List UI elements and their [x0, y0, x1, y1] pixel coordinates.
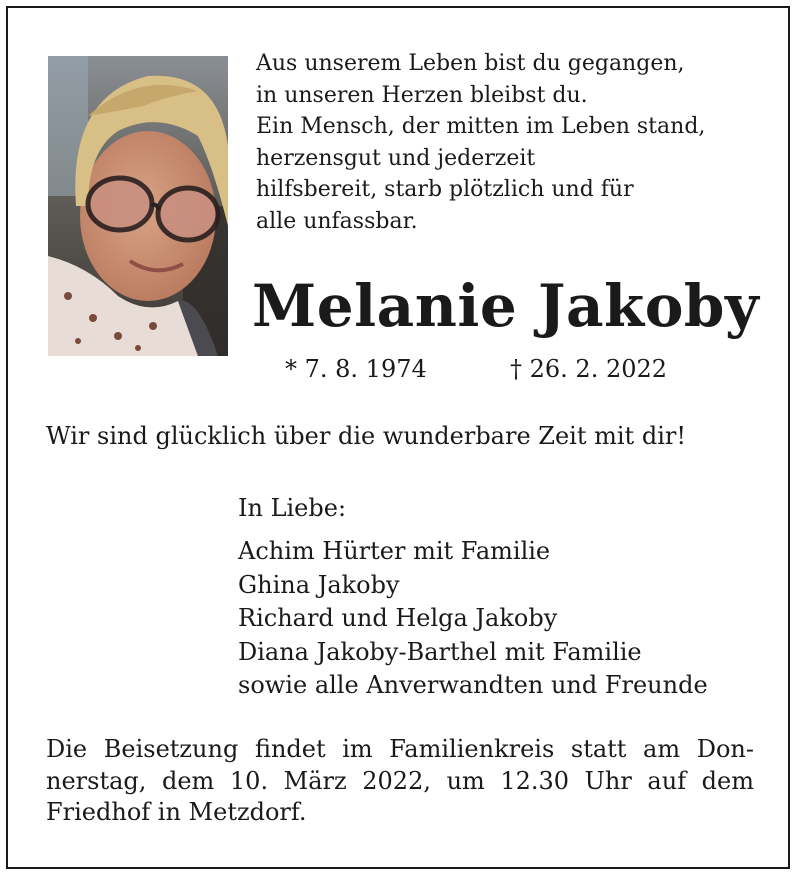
thanks-line: Wir sind glücklich über die wunderbare Zeit mit dir!	[46, 422, 686, 450]
funeral-line: nerstag, dem 10. März 2022, um 12.30 Uhr auf dem	[46, 766, 754, 795]
poem-line: Aus unserem Leben bist du gegangen,	[256, 51, 685, 76]
mourner: Diana Jakoby-Barthel mit Familie	[238, 637, 642, 666]
poem-line: hilfsbereit, starb plötzlich und für	[256, 177, 634, 202]
mourners-list	[238, 535, 708, 703]
portrait-photo	[48, 56, 228, 356]
poem-line: herzensgut und jederzeit	[256, 145, 536, 171]
in-love-label: In Liebe:	[238, 494, 347, 522]
poem-line: Ein Mensch, der mitten im Leben stand,	[256, 114, 706, 139]
poem-line: in unseren Herzen bleibst du.	[256, 82, 588, 108]
poem	[256, 48, 705, 237]
mourner: Ghina Jakoby	[238, 570, 400, 599]
funeral-line: Die Beisetzung findet im Familienkreis statt am Don-	[46, 735, 754, 763]
deceased-name: Melanie Jakoby	[252, 272, 760, 340]
poem-line: alle unfassbar.	[256, 208, 418, 234]
portrait-image	[48, 56, 228, 356]
mourner: Richard und Helga Jakoby	[238, 604, 558, 632]
birth-date: * 7. 8. 1974	[285, 355, 427, 383]
mourner: Achim Hürter mit Familie	[238, 537, 551, 565]
funeral-announcement	[46, 734, 754, 829]
funeral-line: Friedhof in Metzdorf.	[46, 798, 307, 826]
mourner: sowie alle Anverwandten und Freunde	[238, 671, 708, 699]
death-date: † 26. 2. 2022	[510, 355, 668, 383]
